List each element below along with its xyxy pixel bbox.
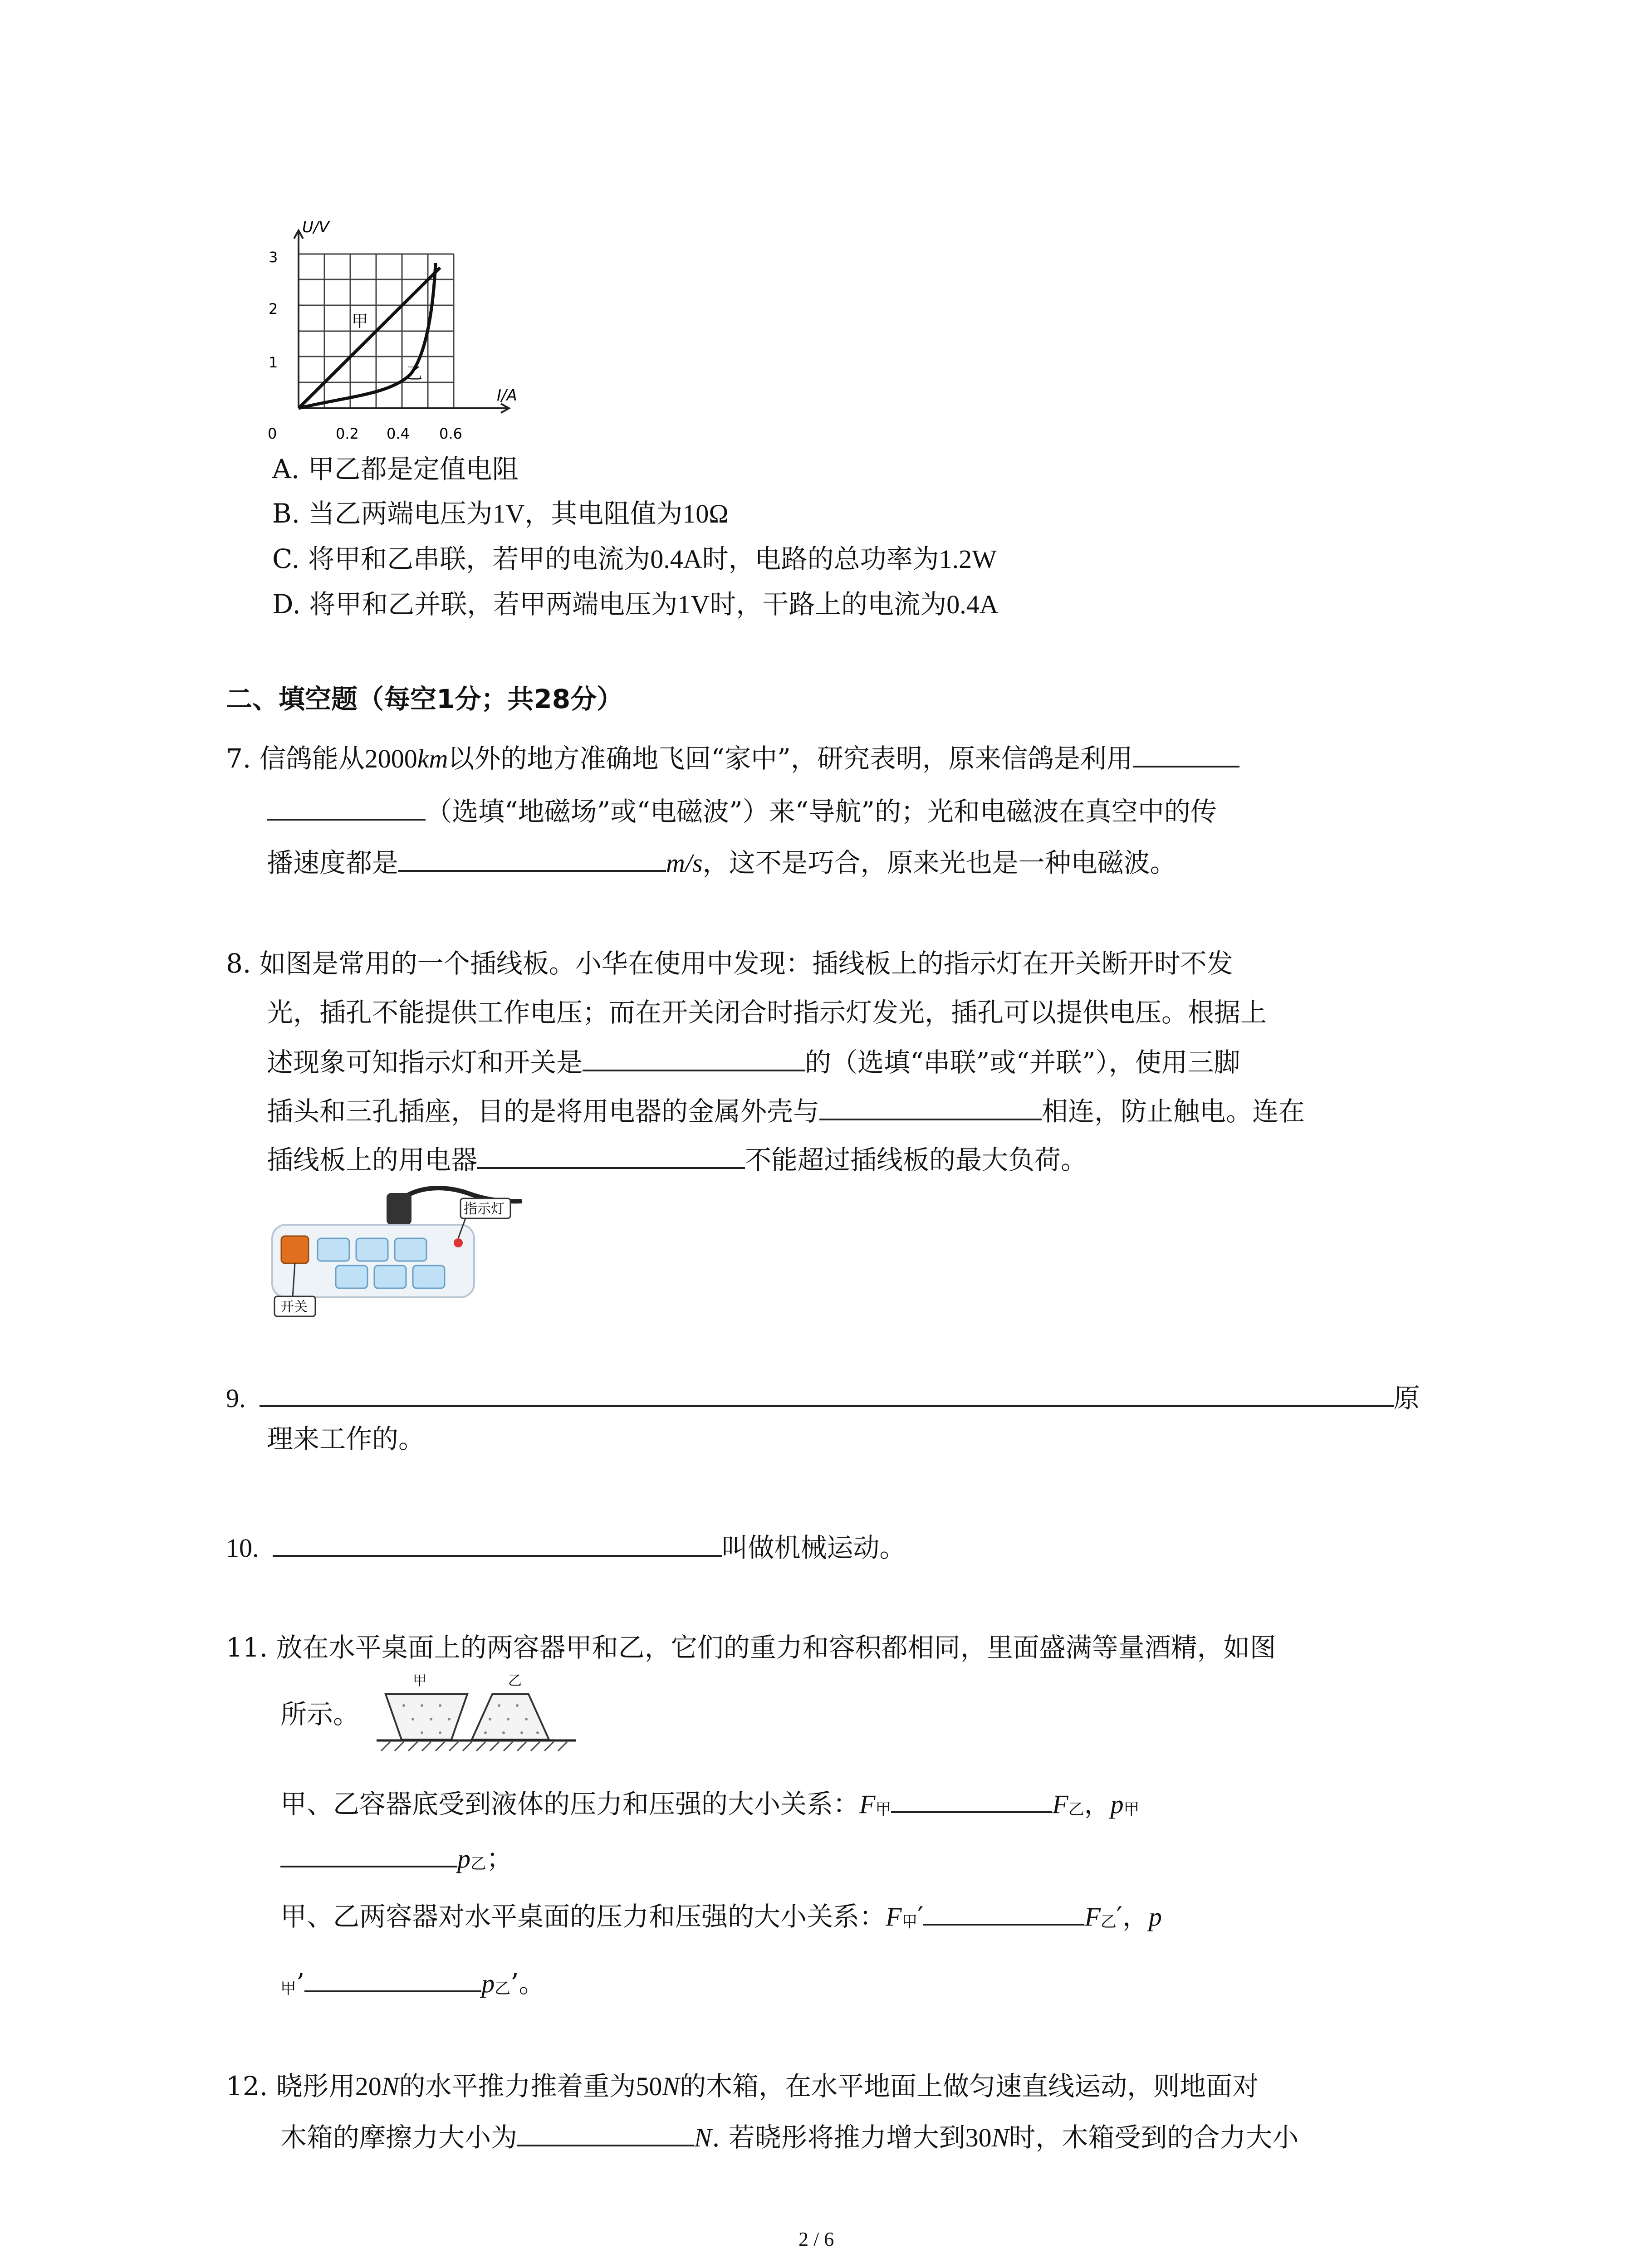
q10-line: 10. 叫做机械运动。 xyxy=(226,1532,906,1563)
q12-line-2: 木箱的摩擦力大小为 N. 若晓彤将推力增大到30N时，木箱受到的合力大小 xyxy=(280,2122,1299,2153)
q8-line-5: 插线板上的用电器 不能超过插线板的最大负荷。 xyxy=(267,1144,1087,1175)
indicator-light xyxy=(454,1238,463,1247)
q9-line-2: 理来工作的。 xyxy=(267,1423,425,1454)
q11-line-2: 所示。 xyxy=(280,1699,360,1730)
graph-xtick-0.6: 0.6 xyxy=(439,425,462,442)
container-jia xyxy=(386,1694,467,1740)
q7-blank-2[interactable] xyxy=(398,848,666,872)
q11-line-4: p乙； xyxy=(280,1844,513,1872)
q11-blank-3[interactable] xyxy=(923,1902,1084,1926)
q8-blank-3[interactable] xyxy=(477,1145,745,1169)
q9-blank[interactable] xyxy=(260,1383,1394,1407)
graph-xtick-0.4: 0.4 xyxy=(387,425,410,442)
container-label-jia: 甲 xyxy=(413,1673,426,1689)
option-d: D. 将甲和乙并联，若甲两端电压为1V时，干路上的电流为0.4A xyxy=(272,589,999,620)
power-strip-figure xyxy=(268,1179,540,1325)
q11-line-3: 甲、乙容器底受到液体的压力和压强的大小关系：F甲 F乙，p甲 xyxy=(280,1789,1140,1819)
u-i-graph xyxy=(254,218,572,445)
label-indicator-light: 指示灯 xyxy=(464,1201,505,1217)
switch-button xyxy=(281,1236,309,1263)
graph-xlabel: I/A xyxy=(497,386,517,405)
q12-line-1: 12. 晓彤用20N的水平推力推着重为50N的木箱，在水平地面上做匀速直线运动，则地面对 xyxy=(226,2071,1259,2102)
q12-blank-1[interactable] xyxy=(517,2123,694,2146)
q9-line-1: 9. 原 xyxy=(226,1383,1420,1413)
page-number: 2 / 6 xyxy=(798,2228,834,2250)
q8-line-3: 述现象可知指示灯和开关是 的（选填“串联”或“并联”），使用三脚 xyxy=(267,1047,1240,1078)
q8-line-2: 光，插孔不能提供工作电压；而在开关闭合时指示灯发光，插孔可以提供电压。根据上 xyxy=(267,997,1267,1028)
q10-blank[interactable] xyxy=(273,1533,722,1557)
plug xyxy=(387,1193,411,1225)
q8-line-4: 插头和三孔插座，目的是将用电器的金属外壳与 相连，防止触电。连在 xyxy=(267,1096,1305,1127)
q8-line-1: 8. 如图是常用的一个插线板。小华在使用中发现：插线板上的指示灯在开关断开时不发 xyxy=(226,948,1233,979)
graph-ytick-2: 2 xyxy=(269,300,278,318)
q7-line-2: （选填“地磁场”或“电磁波”）来“导航”的；光和电磁波在真空中的传 xyxy=(267,797,1217,825)
q11-blank-2[interactable] xyxy=(280,1844,457,1867)
q11-blank-1[interactable] xyxy=(891,1789,1052,1813)
q7-blank-1b[interactable] xyxy=(267,797,426,821)
q7-line-1: 7. 信鸽能从2000km以外的地方准确地飞回“家中”，研究表明，原来信鸽是利用 xyxy=(226,744,1239,772)
section-title: 二、填空题（每空1分；共28分） xyxy=(226,684,623,714)
option-b: B. 当乙两端电压为1V，其电阻值为10Ω xyxy=(272,498,729,529)
q11-line-6: 甲’ p乙’。 xyxy=(280,1968,545,1999)
container-label-yi: 乙 xyxy=(508,1673,522,1689)
q11-line-5: 甲、乙两容器对水平桌面的压力和压强的大小关系：F甲′ F乙′，p xyxy=(280,1901,1162,1932)
graph-xtick-0.2: 0.2 xyxy=(336,425,359,442)
q7-line-3: 播速度都是 m/s，这不是巧合，原来光也是一种电磁波。 xyxy=(267,847,1176,878)
curve-jia xyxy=(299,268,440,408)
graph-label-yi: 乙 xyxy=(406,364,423,383)
graph-origin: 0 xyxy=(268,425,277,442)
q8-blank-1[interactable] xyxy=(583,1048,805,1071)
option-a: A. 甲乙都是定值电阻 xyxy=(272,454,519,484)
graph-ytick-1: 1 xyxy=(269,354,278,371)
q11-blank-4[interactable] xyxy=(304,1969,481,1992)
q11-line-1: 11. 放在水平桌面上的两容器甲和乙，它们的重力和容积都相同，里面盛满等量酒精，如图 xyxy=(226,1632,1276,1663)
label-switch: 开关 xyxy=(280,1299,308,1315)
q8-blank-2[interactable] xyxy=(819,1097,1042,1120)
graph-ylabel: U/V xyxy=(302,218,329,236)
graph-label-jia: 甲 xyxy=(352,312,368,331)
graph-ytick-3: 3 xyxy=(269,249,278,266)
q7-blank-1a[interactable] xyxy=(1133,744,1239,767)
containers-figure xyxy=(377,1672,585,1767)
option-c: C. 将甲和乙串联，若甲的电流为0.4A时，电路的总功率为1.2W xyxy=(272,543,997,574)
